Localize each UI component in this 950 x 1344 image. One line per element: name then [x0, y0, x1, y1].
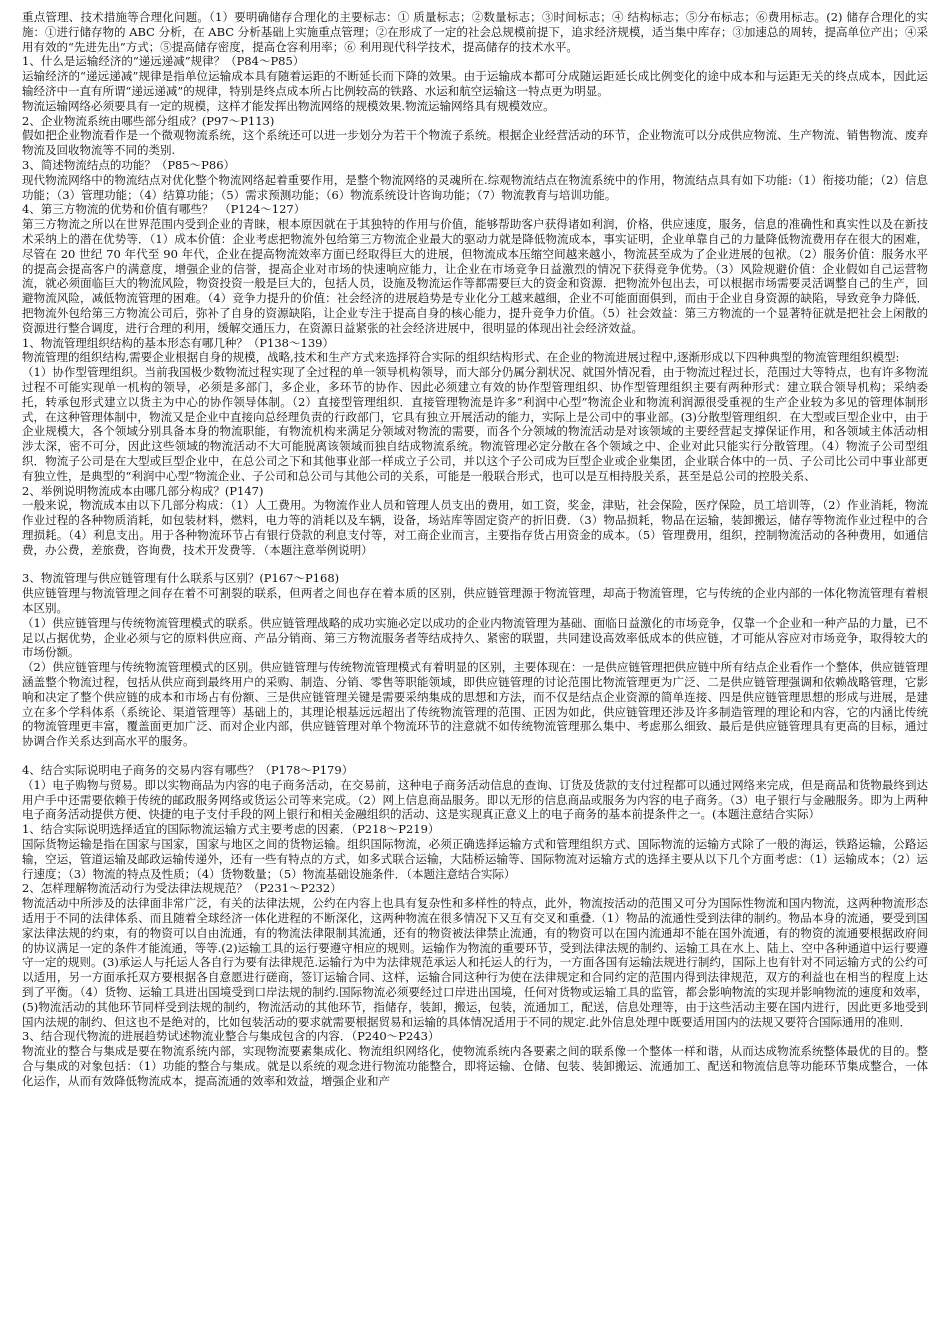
question-heading: 3、结合现代物流的进展趋势试述物流业整合与集成包含的内容．（P240～P243） — [22, 1029, 440, 1044]
answer-paragraph: 运输经济的“递远递减”规律是指单位运输成本具有随着运距的不断延长而下降的效果。由于运输成本都可分成随运距延长成比例变化的途中成本和与运距无关的终点成本，因此运输经济中一直有所谓“递远递减”的规律，特别是终点成本所占比例较高的铁路、水运和航空运输这一特点更为明显。 — [22, 69, 928, 98]
answer-paragraph: （1）供应链管理与传统物流管理模式的联系。供应链管理战略的成功实施必定以成功的企业内物流管理为基础、面临日益激化的市场竞争，仅靠一个企业和一种产品的力量，已不足以占据优势，企业必须与它的原料供应商、产品分销商、第三方物流服务者等结成持久、紧密的联盟，共同建设高效率低成本的供应链，才可能从容应对市场竞争，取得较大的市场份额。 — [22, 615, 928, 660]
document-page — [22, 10, 928, 1338]
answer-paragraph: 重点管理、技术措施等合理化问题。（1）要明确储存合理化的主要标志：① 质量标志；②数量标志；③时间标志；④ 结构标志；⑤分布标志；⑥费用标志。(2) 储存合理化的实施：①进行储存物的 ABC 分析，在 ABC 分析基础上实施重点管理；②在形成了一定的社会总规模前提下，追求经济规模，适当集中库存；③加速总的周转，提高单位产出；④采用有效的“先进先出”方式；⑤提高储存密度，提高仓容利用率；⑥ 利用现代科学技术，提高储存的技术水平。 — [22, 10, 928, 54]
blank-line — [22, 749, 928, 763]
question-heading: 4、结合实际说明电子商务的交易内容有哪些？（P178～P179） — [22, 763, 354, 778]
answer-paragraph: 第三方物流之所以在世界范围内受到企业的青睐，根本原因就在于其独特的作用与价值，能够帮助客户获得诸如利润，价格，供应速度，服务，信息的准确性和真实性以及在新技术采纳上的潜在优势等．（1）成本价值：企业考虑把物流外包给第三方物流企业最大的驱动力就是降低物流成本，事实证明，企业单靠自己的力量降低物流费用存在很大的困难，尽管在 20 世纪 70 年代至 90 年代，企业在提高物流效率方面已经取得巨大的进展，但物流成本压缩空间越来越小，物流甚至成为了企业进展的包袱。（2）服务价值：服务水平的提高会提高客户的满意度，增强企业的信誉，提高企业对市场的快速响应能力，让企业在市场竞争日益激烈的情况下获得竞争优势。（3）风险规避价值：企业假如自己运营物流，就必须面临巨大的物流风险，物资投资一般是巨大的，包括人员，设施及物流运作等都需要巨大的资金和资源．把物流外包出去，可以根据市场需要灵活调整自己的生产，回避物流风险，减低物流管理的困难。（4）竞争力提升的价值：社会经济的进展趋势是专业化分工越来越细，企业不可能面面俱到，而由于企业自身资源的缺陷，导致竞争力降低．把物流外包给第三方物流公司后，弥补了自身的资源缺陷，让企业专注于提高自身的核心能力，提升竞争力价值。（5）社会效益：第三方物流的一个显著特征就是把社会上闲散的资源进行整合调度，进行合理的利用，缓解交通压力，在资源日益紧张的社会经济进展中，很明显的体现出社会经济效益。 — [22, 217, 928, 335]
question-heading: 4、第三方物流的优势和价值有哪些？ （P124～127） — [22, 202, 306, 217]
question-heading: 1、物流管理组织结构的基本形态有哪几种？（P138～139） — [22, 335, 334, 350]
answer-paragraph: 假如把企业物流看作是一个微观物流系统，这个系统还可以进一步划分为若干个物流子系统。根据企业经营活动的环节，企业物流可以分成供应物流、生产物流、销售物流、废弃物流及回收物流等不同的类别. — [22, 128, 928, 158]
answer-paragraph: 供应链管理与物流管理之间存在着不可割裂的联系，但两者之间也存在着本质的区别，供应链管理源于物流管理，却高于物流管理，它与传统的企业内部的一体化物流管理有着根本区别。 — [22, 586, 928, 616]
answer-paragraph: （1）协作型管理组织。当前我国极少数物流过程实现了全过程的单一领导机构领导，而大部分仍属分割状况、就国外情况看，由于物流过程过长，范围过大等特点，也有许多物流过程不可能实现单一机构的领导，必须是多部门，多企业，多环节的协作、因此必须建立有效的协作型管理组织、协作型管理组织主要有两种形式：建立联合领导机构；采纳委托，转承包形式建立以货主为中心的协作领导体制。（2）直接型管理组织．直接管理物流是许多”利润中心型”物流企业和物流利润源很受重视的生产企业较为多见的管理体制形式，在这种管理体制中，物流又是企业中直接向总经理负责的行政部门，它具有独立开展活动的能力，实际上是公司中的事业部。(3)分散型管理组织．在大型或巨型企业中，由于企业规模大，各个领域分别具备本身的物流职能，有物流机构来满足分领域对物流的需要，而各个分领域的物流活动是对该领域的主要经营起支撑保证作用，和各领域主体活动相涉太深，密不可分，因此这些领域的物流活动不大可能脱离该领域而独自结成物流系统。物流管理必定分散在各个领域之中、企业对此只能实行分散管理。（4）物流子公司型组织．物流子公司是在大型或巨型企业中，在总公司之下和其他事业部一样成立子公司，并以这个子公司成为巨型企业或企业集团，企业联合体中的一员、子公司比公司中事业部更有独立性，是典型的“利润中心型”物流企业、子公司和总公司与其他公司的关系，可能是一般联合形式，也可以是互相持股关系，甚至是总公司的控股关系、 — [22, 365, 928, 483]
answer-paragraph: 国际货物运输是指在国家与国家，国家与地区之间的货物运输。组织国际物流，必须正确选择运输方式和管理组织方式、国际物流的运输方式除了一般的海运，铁路运输，公路运输，空运，管道运输及邮政运输传递外，还有一些有特点的方式，如多式联合运输，大陆桥运输等、国际物流对运输方式的选择主要从以下几个方面考虑：（1）运输成本；（2）运行速度；（3）物流的特点及性质；（4）货物数量；（5）物流基础设施条件．（本题注意结合实际） — [22, 837, 928, 881]
answer-paragraph: （2）供应链管理与传统物流管理模式的区别。供应链管理与传统物流管理模式有着明显的区别，主要体现在：一是供应链管理把供应链中所有结点企业看作一个整体，供应链管理涵盖整个物流过程，包括从供应商到最终用户的采购、制造、分销、零售等职能领域，即供应链管理的讨论范围比物流管理更为广泛、二是供应链管理强调和依赖战略管理，它影响和决定了整个供应链的成本和市场占有份额、三是供应链管理关键是需要采纳集成的思想和方法，而不仅是结点企业资源的简单连接、四是供应链管理思想的形成与进展，是建立在多个学科体系（系统论、渠道管理等）基础上的，其理论根基远远超出了传统物流管理的范围、正因为如此，供应链管理还涉及许多制造管理的理论和内容，它的内涵比传统的物流管理更丰富，覆盖面更加广泛、而对企业内部，供应链管理对单个物流环节的注意就不如传统物流管理那么集中、考虑那么细致、最后是供应链管理具有更高的目标，通过协调合作关系达到高水平的服务。 — [22, 660, 928, 749]
blank-line — [22, 557, 928, 571]
question-heading: 1、什么是运输经济的“递远递减”规律？（P84～P85） — [22, 54, 305, 69]
answer-paragraph: 现代物流网络中的物流结点对优化整个物流网络起着重要作用，是整个物流网络的灵魂所在.综观物流结点在物流系统中的作用，物流结点具有如下功能:（1）衔接功能；（2）信息功能；（3）管理功能；（4）结算功能；（5）需求预测功能；（6）物流系统设计咨询功能；（7）物流教育与培训功能。 — [22, 172, 928, 202]
question-heading: 2、举例说明物流成本由哪几部分构成？(P147) — [22, 483, 264, 498]
question-heading: 2、怎样理解物流活动行为受法律法规规范？（P231～P232） — [22, 881, 342, 896]
answer-paragraph: 物流业的整合与集成是要在物流系统内部，实现物流要素集成化、物流组织网络化，使物流系统内各要素之间的联系像一个整体一样和谐，从而达成物流系统整体最优的目的。整合与集成的对象包括：（1）功能的整合与集成。就是以系统的观念进行物流功能整合，即将运输、仓储、包装、装卸搬运、流通加工、配送和物流信息等功能环节集成整合，一体化运作，从而有效降低物流成本，提高流通的效率和效益，增强企业和产 — [22, 1044, 928, 1088]
answer-paragraph: 一般来说，物流成本由以下几部分构成：（1）人工费用。为物流作业人员和管理人员支出的费用，如工资，奖金，津贴，社会保险，医疗保险，员工培训等，（2）作业消耗，物流作业过程的各种物质消耗，如包装材料，燃料，电力等的消耗以及车辆，设备，场站库等固定资产的折旧费．（3）物品损耗，物品在运输，装卸搬运，储存等物流作业过程中的合理损耗。（4）利息支出。用于各种物流环节占有银行贷款的利息支付等，对工商企业而言，主要指存货占用资金的成本。（5）管理费用，组织，控制物流活动的各种费用，如通信费，办公费，差旅费，咨询费，技术开发费等．（本题注意举例说明） — [22, 498, 928, 557]
question-heading: 3、物流管理与供应链管理有什么联系与区别？(P167～P168) — [22, 571, 340, 586]
question-heading: 1、结合实际说明选择适宜的国际物流运输方式主要考虑的因素．（P218～P219） — [22, 822, 440, 837]
answer-paragraph: 物流管理的组织结构,需要企业根据自身的规模，战略,技术和生产方式来选择符合实际的组织结构形式、在企业的物流进展过程中,逐渐形成以下四种典型的物流管理组织模型: — [22, 350, 900, 365]
answer-paragraph: （1）电子购物与贸易。即以实物商品为内容的电子商务活动，在交易前，这种电子商务活动信息的查询、订货及货款的支付过程都可以通过网络来完成，但是商品和货物最终到达用户手中还需要依赖于传统的邮政服务网络或货运公司等来完成。（2）网上信息商品服务。即以无形的信息商品或服务为内容的电子商务。（3）电子银行与金融服务。即为上两种电子商务活动提供方便、快捷的电子支付手段的网上银行和相关金融组织的活动、这是实现真正意义上的电子商务的基本前提条件之一。(本题注意结合实际） — [22, 777, 928, 822]
answer-paragraph: 物流运输网络必须要具有一定的规模，这样才能发挥出物流网络的规模效果.物流运输网络具有规模效应。 — [22, 98, 555, 113]
answer-paragraph: 物流活动中所涉及的法律面非常广泛，有关的法律法规，公约在内容上也具有复杂性和多样性的特点，此外，物流按活动的范围又可分为国际性物流和国内物流，这两种物流形态适用于不同的法律体系、而且随着全球经济一体化进程的不断深化，这两种物流在很多情况下又互有交叉和重叠.（1）物品的流通性受到法律的制约。物品本身的流通，要受到国家法律法规的约束，有的物资可以自由流通，有的物流法律限制其流通，还有的物资被法律禁止流通，有的物资可以在国内流通却不能在国外流通，有的物资的流通要根据政府间的协议满足一定的条件才能流通，等等.(2)运输工具的运行要遵守相应的规则。运输作为物流的重要环节，受到法律法规的制约、运输工具在水上、陆上、空中各种通道中运行要遵守一定的规则。(3)承运人与托运人各自行为要有法律规范.运输行为中为法律规范承运人和托运人的行为，一方面各国有运输法规进行制约，国际上也有针对不同运输方式的公约可以适用，另一方面承托双方要根据各自意愿进行磋商，签订运输合同、这样，运输合同这种行为使在法律规定和合同约定的范围内得到法律规范，双方的利益也在相当的程度上达到了平衡。（4）货物、运输工具进出国境受到口岸法规的制约.国际物流必须要经过口岸进出国境，任何对货物或运输工具的监管，都会影响物流的实现并影响物流的速度和效率，(5)物流活动的其他环节同样受到法规的制约，物流活动的其他环节，指储存，装卸，搬运，包装，流通加工，配送，信息处理等，由于这些活动主要在国内进行，因此更多地受到国内法规的制约、但这也不是绝对的，比如包装活动的要求就需要根据贸易和运输的具体情况适用于不同的规定.此外信息处理中既要适用国内的法规又要符合国际通用的准则． — [22, 896, 928, 1029]
question-heading: 2、企业物流系统由哪些部分组成？(P97～P113) — [22, 113, 275, 128]
question-heading: 3、简述物流结点的功能？（P85～P86） — [22, 157, 236, 172]
